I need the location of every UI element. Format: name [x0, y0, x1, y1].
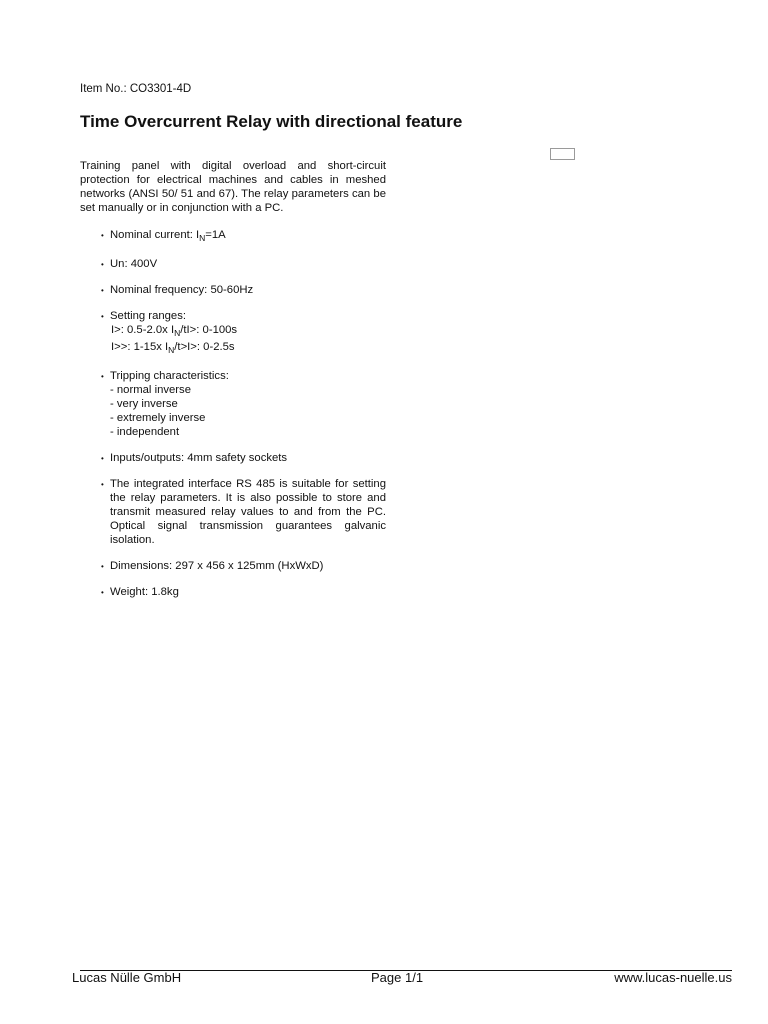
spec-tripping-option: - normal inverse: [110, 384, 191, 396]
spec-frequency: [80, 283, 386, 297]
spec-tripping-option: - independent: [110, 426, 180, 438]
bullet-icon: •: [101, 588, 104, 597]
footer-website[interactable]: www.lucas-nuelle.us: [614, 970, 732, 985]
footer-page-number: Page 1/1: [371, 970, 424, 985]
spec-setting-range-1-subscript: N: [174, 328, 181, 338]
spec-setting-range-2-subscript: N: [168, 345, 175, 355]
page-title: Time Overcurrent Relay with directional feature: [80, 112, 463, 131]
spec-setting-ranges: [80, 309, 386, 357]
spec-nominal-current-suffix: =1A: [205, 229, 226, 241]
footer-company: Lucas Nülle GmbH: [72, 970, 182, 985]
bullet-icon: •: [101, 562, 104, 571]
spec-dimensions-text: Dimensions: 297 x 456 x 125mm (HxWxD): [110, 560, 324, 572]
bullet-icon: •: [101, 260, 104, 269]
spec-tripping-characteristics: [80, 369, 386, 439]
spec-tripping-label: Tripping characteristics:: [110, 370, 229, 382]
spec-setting-range-1-prefix: I>: 0.5-2.0x I: [111, 324, 175, 336]
spec-inputs-outputs-text: Inputs/outputs: 4mm safety sockets: [110, 452, 288, 464]
bullet-icon: •: [101, 480, 104, 489]
item-number: Item No.: CO3301-4D: [80, 83, 192, 95]
spec-setting-ranges-label: Setting ranges:: [110, 310, 186, 322]
bullet-icon: •: [101, 372, 104, 381]
image-placeholder: [550, 148, 575, 160]
spec-tripping-option: - extremely inverse: [110, 412, 206, 424]
spec-weight-text: Weight: 1.8kg: [110, 586, 179, 598]
spec-setting-range-2-suffix: /t>I>: 0-2.5s: [174, 341, 235, 353]
spec-list: [80, 228, 386, 611]
product-description: Training panel with digital overload and short-circuit protection for electrical machines and cables in meshed networks (ANSI 50/ 51 and 67). The relay parameters can be set manually or in conjunction with a PC.: [80, 160, 386, 214]
spec-interface: [80, 477, 386, 547]
spec-setting-range-1-suffix: /tI>: 0-100s: [180, 324, 238, 336]
spec-nominal-current: [80, 228, 386, 245]
spec-setting-range-line-2: [110, 340, 386, 357]
spec-setting-range-line-1: [110, 323, 386, 340]
bullet-icon: •: [101, 231, 104, 240]
spec-voltage-text: Un: 400V: [110, 258, 158, 270]
spec-weight: [80, 585, 386, 599]
spec-voltage: [80, 257, 386, 271]
spec-setting-range-2-prefix: I>>: 1-15x I: [111, 341, 169, 353]
spec-tripping-option: - very inverse: [110, 398, 178, 410]
spec-nominal-current-subscript: N: [199, 233, 206, 243]
bullet-icon: •: [101, 286, 104, 295]
bullet-icon: •: [101, 454, 104, 463]
bullet-icon: •: [101, 312, 104, 321]
spec-nominal-current-prefix: Nominal current: I: [110, 229, 200, 241]
spec-frequency-text: Nominal frequency: 50-60Hz: [110, 284, 254, 296]
spec-interface-text: The integrated interface RS 485 is suitable for setting the relay parameters. It is also possible to store and transmit measured relay values to and from the PC. Optical signal transmission guarantees galvanic isolation.: [110, 478, 386, 546]
spec-dimensions: [80, 559, 386, 573]
spec-inputs-outputs: [80, 451, 386, 465]
